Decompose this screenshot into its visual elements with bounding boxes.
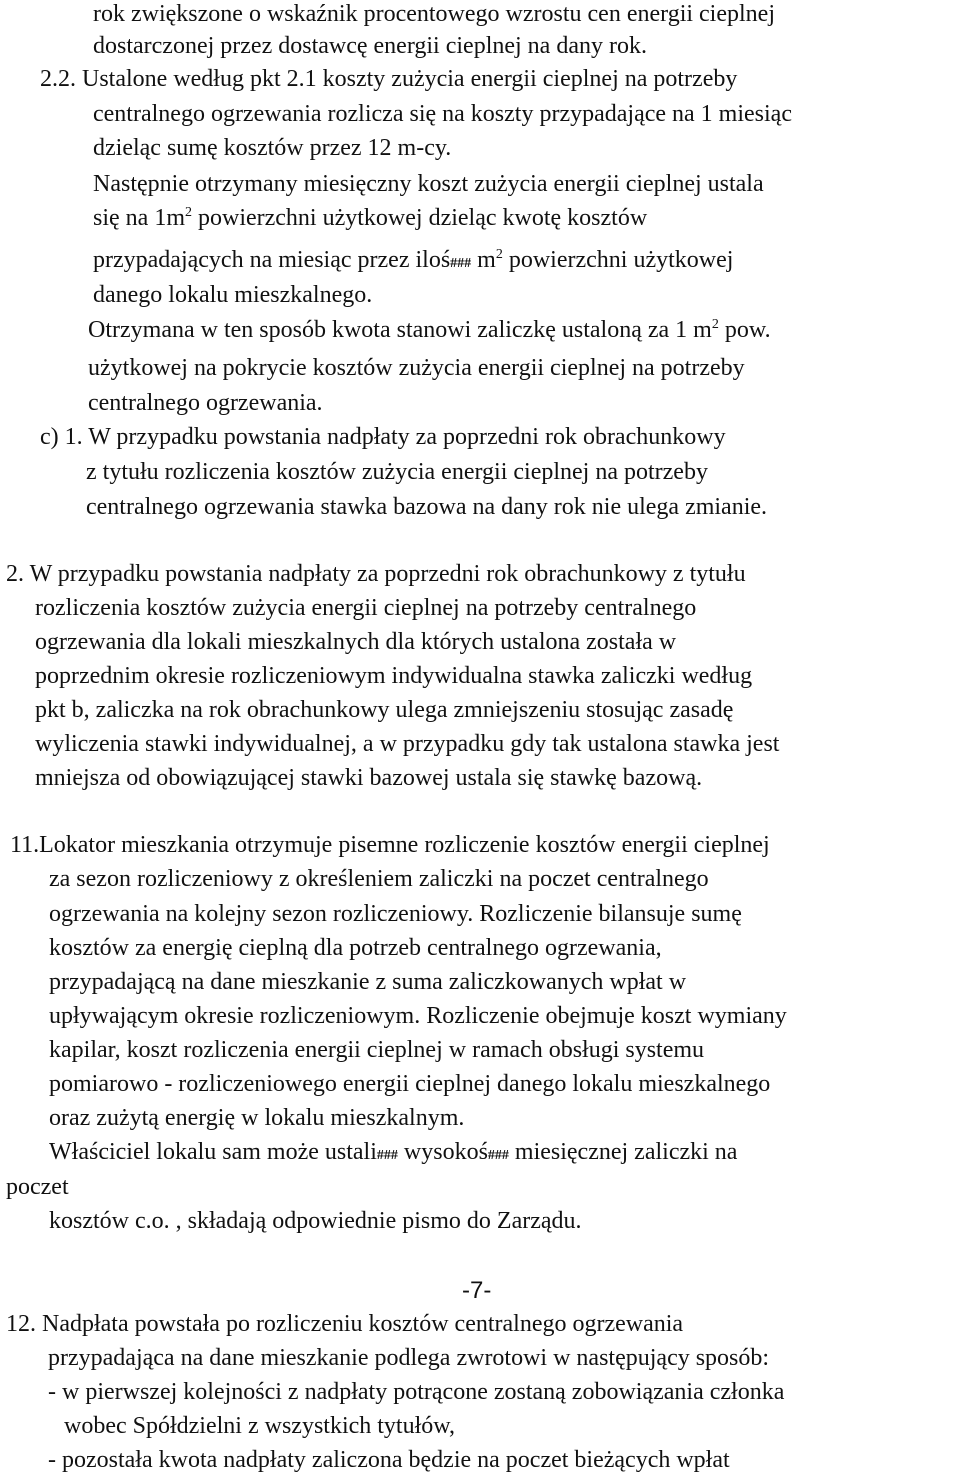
text-line [88,315,771,345]
text-run: powierzchni użytkowej dzieląc kwotę kosztów [191,205,648,231]
text-line: mniejsza od obowiązującej stawki bazowej ustala się stawkę bazową. [35,765,703,791]
text-line: pomiarowo - rozliczeniowego energii cieplnej danego lokalu mieszkalnego [49,1071,771,1097]
text-line: oraz zużytą energię w lokalu mieszkalnym. [49,1105,465,1131]
text-run: przypadających na miesiąc przez iloś [93,247,451,273]
text-run: się na 1m [93,205,185,231]
text-line: wyliczenia stawki indywidualnej, a w przypadku gdy tak ustalona stawka jest [35,731,780,757]
unrendered-glyph-marker: ### [487,1148,509,1163]
unrendered-glyph-marker: ### [450,256,472,271]
superscript: 2 [495,247,503,262]
text-run: Właściciel lokalu sam może ustali [49,1139,377,1165]
text-line: przypadającą na dane mieszkanie z suma zaliczkowanych wpłat w [49,969,687,995]
text-line: centralnego ogrzewania stawka bazowa na dany rok nie ulega zmianie. [86,494,768,520]
superscript: 2 [184,205,192,220]
text-line: pkt b, zaliczka na rok obrachunkowy ulega zmniejszeniu stosując zasadę [35,697,734,723]
text-line: poprzednim okresie rozliczeniowym indywidualna stawka zaliczki według [35,663,753,689]
text-line [93,203,647,233]
text-line [93,245,733,279]
text-run: powierzchni użytkowej [502,247,734,273]
text-line: użytkowej na pokrycie kosztów zużycia energii cieplnej na potrzeby [88,355,745,381]
text-line: wobec Spółdzielni z wszystkich tytułów, [64,1413,456,1439]
text-line: kapilar, koszt rozliczenia energii cieplnej w ramach obsługi systemu [49,1037,705,1063]
text-line: rok zwiększone o wskaźnik procentowego wzrostu cen energii cieplnej [93,1,775,27]
item-c1-first-line: c) 1. W przypadku powstania nadpłaty za poprzedni rok obrachunkowy [40,424,726,450]
text-line: centralnego ogrzewania rozlicza się na koszty przypadające na 1 miesiąc [93,101,792,127]
text-line: Następnie otrzymany miesięczny koszt zużycia energii cieplnej ustala [93,171,764,197]
page-number: -7- [462,1277,492,1304]
text-line [49,1137,737,1171]
text-run: Otrzymana w ten sposób kwota stanowi zaliczkę ustaloną za 1 m [88,317,712,343]
text-line: dzieląc sumę kosztów przez 12 m-cy. [93,135,452,161]
unrendered-glyph-marker: ### [376,1148,398,1163]
text-line: za sezon rozliczeniowy z określeniem zaliczki na poczet centralnego [49,866,709,892]
text-line: przypadająca na dane mieszkanie podlega zwrotowi w następujący sposób: [48,1345,770,1371]
text-line: rozliczenia kosztów zużycia energii cieplnej na potrzeby centralnego [35,595,697,621]
item-2-first-line: 2. W przypadku powstania nadpłaty za poprzedni rok obrachunkowy z tytułu [6,561,746,587]
text-line: upływającym okresie rozliczeniowym. Rozliczenie obejmuje koszt wymiany [49,1003,787,1029]
text-line: dostarczonej przez dostawcę energii cieplnej na dany rok. [93,33,647,59]
text-line: - w pierwszej kolejności z nadpłaty potrącone zostaną zobowiązania członka [48,1379,785,1405]
section-2-2-heading-line: 2.2. Ustalone według pkt 2.1 koszty zużycia energii cieplnej na potrzeby [40,66,738,92]
text-line: kosztów za energię cieplną dla potrzeb centralnego ogrzewania, [49,935,662,961]
text-line: danego lokalu mieszkalnego. [93,282,373,308]
text-line: ogrzewania dla lokali mieszkalnych dla których ustalona została w [35,629,677,655]
text-line: - pozostała kwota nadpłaty zaliczona będzie na poczet bieżących wpłat [48,1447,730,1473]
text-line: centralnego ogrzewania. [88,390,323,416]
item-11-first-line: 11.Lokator mieszkania otrzymuje pisemne rozliczenie kosztów energii cieplnej [10,832,770,858]
text-line: z tytułu rozliczenia kosztów zużycia energii cieplnej na potrzeby [86,459,708,485]
text-run: miesięcznej zaliczki na [508,1139,738,1165]
text-line: kosztów c.o. , składają odpowiednie pismo do Zarządu. [49,1208,582,1234]
text-line: poczet [6,1174,69,1200]
text-run: pow. [718,317,771,343]
superscript: 2 [711,317,719,332]
item-12-first-line: 12. Nadpłata powstała po rozliczeniu kosztów centralnego ogrzewania [6,1311,684,1337]
text-line: ogrzewania na kolejny sezon rozliczeniowy. Rozliczenie bilansuje sumę [49,901,742,927]
text-run: wysokoś [397,1139,488,1165]
text-run: m [471,247,496,273]
